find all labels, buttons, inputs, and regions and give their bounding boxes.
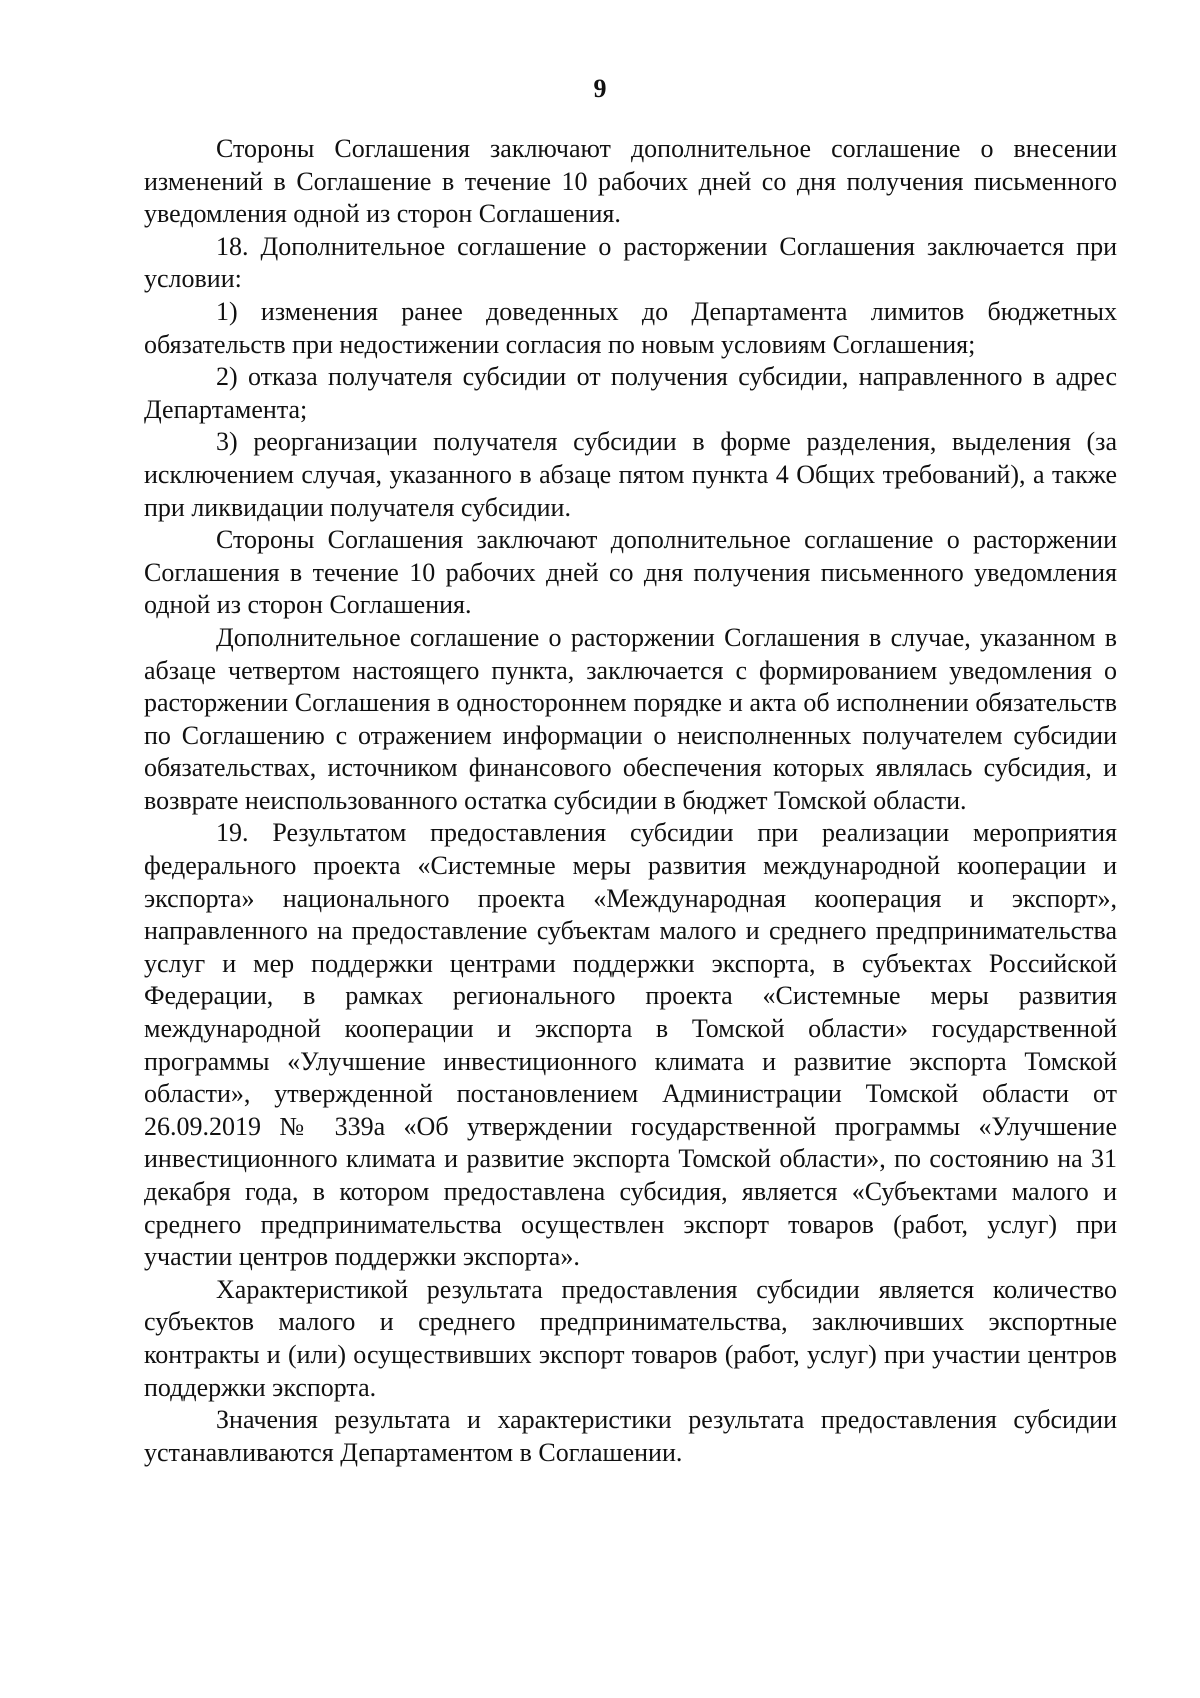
page-number: 9 (593, 74, 607, 103)
paragraph-parties-amendment: Стороны Соглашения заключают дополнительное соглашение о внесении изменений в Соглашение в течение 10 рабочих дней со дня получения письменного уведомления одной из сторон Соглашения. (144, 134, 1117, 229)
paragraph-parties-termination: Стороны Соглашения заключают дополнительное соглашение о расторжении Соглашения в течение 10 рабочих дней со дня получения письменного уведомления одной из сторон Соглашения. (144, 525, 1117, 620)
paragraph-unilateral-termination: Дополнительное соглашение о расторжении Соглашения в случае, указанном в абзаце четвертом настоящего пункта, заключается с формированием уведомления о расторжении Соглашения в одностороннем порядке и акта об исполнении обязательств по Соглашению с отражением информации о неисполненных получателем субсидии обязательствах, источником финансового обеспечения которых являлась субсидия, и возврате неиспользованного остатка субсидии в бюджет Томской области. (144, 622, 1117, 815)
list-item-3-reorganization: 3) реорганизации получателя субсидии в форме разделения, выделения (за исключением случая, указанного в абзаце пятом пункта 4 Общих требований), а также при ликвидации получателя субсидии. (144, 427, 1117, 522)
paragraph-19-subsidy-result: 19. Результатом предоставления субсидии при реализации мероприятия федерального проекта «Системные меры развития международной кооперации и экспорта» национального проекта «Международная кооперация и экспорт», направленного на предоставление субъектам малого и среднего предпринимательства услуг и мер поддержки центрами поддержки экспорта, в субъектах Российской Федерации, в рамках регионального проекта «Системные меры развития международной кооперации и экспорта в Томской области» государственной программы «Улучшение инвестиционного климата и развитие экспорта Томской области», утвержденной постановлением Администрации Томской области от 26.09.2019 № 339а «Об утверждении государственной программы «Улучшение инвестиционного климата и развитие экспорта Томской области», по состоянию на 31 декабря года, в котором предоставлена субсидия, является «Субъектами малого и среднего предпринимательства осуществлен экспорт товаров (работ, услуг) при участии центров поддержки экспорта». (144, 818, 1117, 1272)
paragraph-18-termination-conditions: 18. Дополнительное соглашение о расторжении Соглашения заключается при условии: (144, 231, 1117, 294)
list-item-1-budget-limits: 1) изменения ранее доведенных до Департамента лимитов бюджетных обязательств при недостижении согласия по новым условиям Соглашения; (144, 296, 1117, 359)
paragraph-result-characteristic: Характеристикой результата предоставления субсидии является количество субъектов малого и среднего предпринимательства, заключивших экспортные контракты и (или) осуществивших экспорт товаров (работ, услуг) при участии центров поддержки экспорта. (144, 1274, 1117, 1402)
document-body (144, 133, 1117, 1469)
paragraph-result-values: Значения результата и характеристики результата предоставления субсидии устанавливаются Департаментом в Соглашении. (144, 1405, 1117, 1467)
list-item-2-refusal: 2) отказа получателя субсидии от получения субсидии, направленного в адрес Департамента; (144, 362, 1117, 424)
